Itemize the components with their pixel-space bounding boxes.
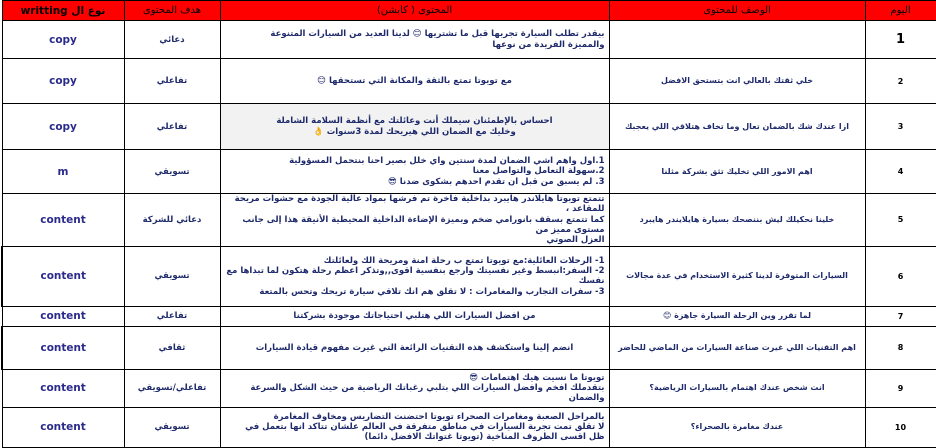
table-row — [2, 246, 936, 306]
content-line: كما تتمتع بسقف بانورامي ضخم وبميزة الإضاءة الداخلية المحيطية الأنيقة هذا إلى جانب مستوى مميز من — [242, 214, 605, 236]
content-line: ظل اقسى الظروف المناخية (تويوتا غتواتك الافضل دائما) — [364, 432, 605, 443]
cell-description[interactable]: عندك مغامرة بالصحراء؟ — [609, 407, 865, 447]
table-row — [2, 59, 936, 104]
cell-content[interactable] — [220, 21, 609, 59]
content-line: احساس بالإطمئنان سيملك أنت وعائلتك مع أنظمة السلامة الشاملة — [276, 116, 553, 127]
table-row — [2, 21, 936, 59]
table-row — [2, 104, 936, 150]
cell-writing-type[interactable]: copy — [2, 104, 124, 150]
cell-day[interactable]: 5 — [865, 194, 936, 247]
header-goal[interactable]: هدف المحتوى — [124, 1, 220, 21]
cell-writing-type[interactable]: content — [2, 326, 124, 369]
cell-content[interactable] — [220, 246, 609, 306]
cell-goal[interactable]: دعائي — [124, 21, 220, 59]
header-row — [2, 1, 936, 21]
cell-goal[interactable]: تفاعلي/تسويقي — [124, 369, 220, 407]
content-line: لا تقلق تمت تجربة السيارات في مناطق متفرقة في العالم علشان تتاكد انها بتعمل في — [245, 422, 605, 433]
cell-description[interactable]: خلي ثقتك بالعالي انت بتستحق الافضل — [609, 59, 865, 104]
header-day[interactable]: اليوم — [865, 1, 936, 21]
content-line: 3- سفرات التجارب والمغامرات : لا تقلق هم انك تلاقي سيارة تريحك وتحس بالمتعة — [259, 286, 605, 297]
content-line: والمميزة الفريدة من نوعها — [492, 39, 605, 50]
content-line: من افضل السيارات اللي هتلبي احتياجاتك موجودة بشركتنا — [293, 311, 536, 322]
table-row — [2, 326, 936, 369]
content-line: 2- السفر:انبسط وغير نفسيتك وارجع بنفسية اقوى,,وتذكر اعظم رحلة هتكون لما تبداها مع نفسك — [226, 265, 605, 287]
cell-description[interactable]: ازا عندك شك بالضمان تعال وما تخاف هتلاقي اللي يعجبك — [609, 104, 865, 150]
cell-content[interactable] — [220, 369, 609, 407]
content-line: 1- الرحلات العائلية:مع تويوتا تمتع ب رحلة امنة ومريحة الك ولعائلتك — [323, 255, 605, 266]
cell-day[interactable]: 6 — [865, 246, 936, 306]
cell-content[interactable] — [220, 104, 609, 150]
cell-description[interactable]: السيارات المتوفرة لدينا كثيرة الاستخدام في عدة مجالات — [609, 246, 865, 306]
content-line: 2.سهولة التعامل والتواصل معنا — [472, 166, 605, 177]
content-line: تتمتع تويوتا هايلاندر هايبرد بداخلية فاخرة تم فرشها بمواد عالية الجودة مع حشوات مريحة للمقاعد ، — [234, 194, 605, 215]
cell-goal[interactable]: تفاعلي — [124, 306, 220, 326]
cell-content[interactable] — [220, 194, 609, 247]
cell-writing-type[interactable]: copy — [2, 59, 124, 104]
content-calendar-table — [1, 0, 936, 448]
content-line: وخليك مع الضمان اللي هيريحك لمدة 3سنوات 👌 — [313, 126, 516, 137]
cell-writing-type[interactable]: content — [2, 306, 124, 326]
cell-goal[interactable]: تسويقي — [124, 407, 220, 447]
cell-day[interactable]: 4 — [865, 150, 936, 194]
cell-goal[interactable]: تسويقي — [124, 246, 220, 306]
content-line: بالمراحل الصعبة ومغامرات الصحراء تويوتا احتضنت التضاريس ومخاوف المغامرة — [273, 411, 605, 422]
content-line: تويوتا ما نسيت هيك اهتمامات 😎 — [469, 372, 605, 383]
cell-description[interactable] — [609, 21, 865, 59]
cell-day[interactable]: 8 — [865, 326, 936, 369]
table-row — [2, 407, 936, 447]
cell-goal[interactable]: دعائي للشركة — [124, 194, 220, 247]
cell-content[interactable] — [220, 326, 609, 369]
cell-description[interactable]: خلينا نحكيلك ليش بننصحك بسيارة هايلايندر هايبرد — [609, 194, 865, 247]
cell-content[interactable] — [220, 150, 609, 194]
content-line: انضم إلينا واستكشف هذه التقنيات الرائعة التي غيرت مفهوم قيادة السيارات — [255, 342, 574, 353]
cell-day[interactable]: 7 — [865, 306, 936, 326]
cell-content[interactable] — [220, 59, 609, 104]
cell-day[interactable]: 10 — [865, 407, 936, 447]
cell-goal[interactable]: تفاعلي — [124, 104, 220, 150]
cell-goal[interactable]: تفاعلي — [124, 59, 220, 104]
header-content[interactable]: المحتوى ( كابشن) — [220, 1, 609, 21]
header-description[interactable]: الوصف للمحتوى — [609, 1, 865, 21]
content-line: العزل الصوتي — [546, 235, 605, 246]
cell-day[interactable]: 2 — [865, 59, 936, 104]
content-line: مع تويوتا تمتع بالثقة والمكانة التي تستحقها 😊 — [317, 75, 512, 86]
cell-writing-type[interactable]: m — [2, 150, 124, 194]
cell-description[interactable]: انت شخص عندك اهتمام بالسيارات الرياضية؟ — [609, 369, 865, 407]
cell-writing-type[interactable]: content — [2, 194, 124, 247]
cell-goal[interactable]: ثقافي — [124, 326, 220, 369]
cell-content[interactable] — [220, 407, 609, 447]
table-row — [2, 306, 936, 326]
content-line: 1.اول واهم اشي الضمان لمدة سنتين واي خلل بصير احنا بنتحمل المسؤولية — [289, 155, 605, 166]
cell-writing-type[interactable]: content — [2, 369, 124, 407]
cell-goal[interactable]: تسويقي — [124, 150, 220, 194]
cell-description[interactable]: لما تقرر وين الرحلة السيارة جاهزة 😊 — [609, 306, 865, 326]
table-row — [2, 369, 936, 407]
table-row — [2, 150, 936, 194]
content-line: 3. لم يسبق من قبل ان تقدم احدهم بشكوى ضدنا 😎 — [387, 176, 605, 187]
header-writing-type[interactable]: نوع ال writting — [2, 1, 124, 21]
cell-writing-type[interactable]: copy — [2, 21, 124, 59]
cell-day[interactable]: 3 — [865, 104, 936, 150]
cell-day[interactable]: 9 — [865, 369, 936, 407]
cell-writing-type[interactable]: content — [2, 407, 124, 447]
content-line: بيقدر تطلب السيارة تجربها قبل ما تشتريها 😊 لدينا العديد من السيارات المتنوعة — [270, 29, 605, 40]
cell-day[interactable]: 1 — [865, 21, 936, 59]
cell-content[interactable] — [220, 306, 609, 326]
cell-writing-type[interactable]: content — [2, 246, 124, 306]
table-row — [2, 194, 936, 247]
cell-description[interactable]: اهم التقنيات اللي غيرت صناعة السيارات من الماضي للحاضر — [609, 326, 865, 369]
content-line: بتقدملك افخم وافضل السيارات اللي بتلبي رغباتك الرياضية من حيث الشكل والسرعة والضمان — [250, 383, 605, 404]
cell-description[interactable]: اهم الامور اللي تخليك تثق بشركة مثلنا — [609, 150, 865, 194]
